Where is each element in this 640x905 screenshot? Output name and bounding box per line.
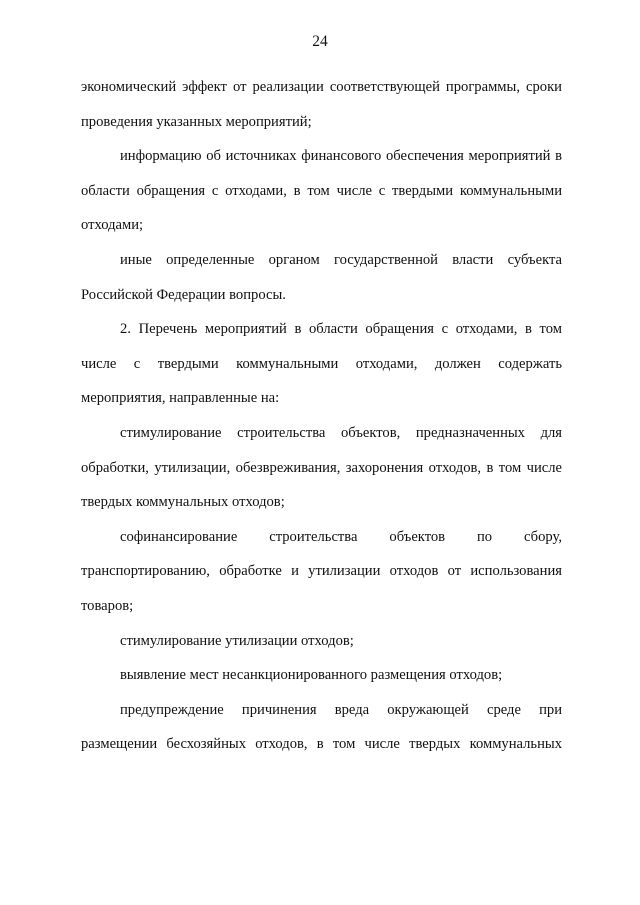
paragraph-funding-sources: информацию об источниках финансового обеспечения мероприятий в области обращения с отходами, в том числе с твердыми коммунальными отходами; (81, 148, 562, 234)
paragraph-measures-list: 2. Перечень мероприятий в области обращения с отходами, в том числе с твердыми коммунальными отходами, должен содержать мероприятия, направленные на: (81, 321, 562, 407)
document-body (81, 70, 562, 762)
paragraph-program-effect: экономический эффект от реализации соответствующей программы, сроки проведения указанных мероприятий; (81, 79, 562, 130)
page-number: 24 (312, 33, 328, 50)
paragraph-other-questions: иные определенные органом государственной власти субъекта Российской Федерации вопросы. (81, 251, 562, 303)
paragraph-recycling-stimulation: стимулирование утилизации отходов; (120, 632, 354, 649)
paragraph-cofinancing: софинансирование строительства объектов по сбору, транспортированию, обработке и утилизации отходов от использования товаров; (81, 528, 562, 614)
paragraph-harm-prevention: предупреждение причинения вреда окружающей среде при размещении бесхозяйных отходов, в том числе твердых коммунальных (81, 701, 562, 753)
paragraph-illegal-dumps: выявление мест несанкционированного размещения отходов; (120, 667, 503, 684)
paragraph-construction-stimulation: стимулирование строительства объектов, предназначенных для обработки, утилизации, обезвреживания, захоронения отходов, в том числе твердых коммунальных отходов; (81, 424, 562, 511)
